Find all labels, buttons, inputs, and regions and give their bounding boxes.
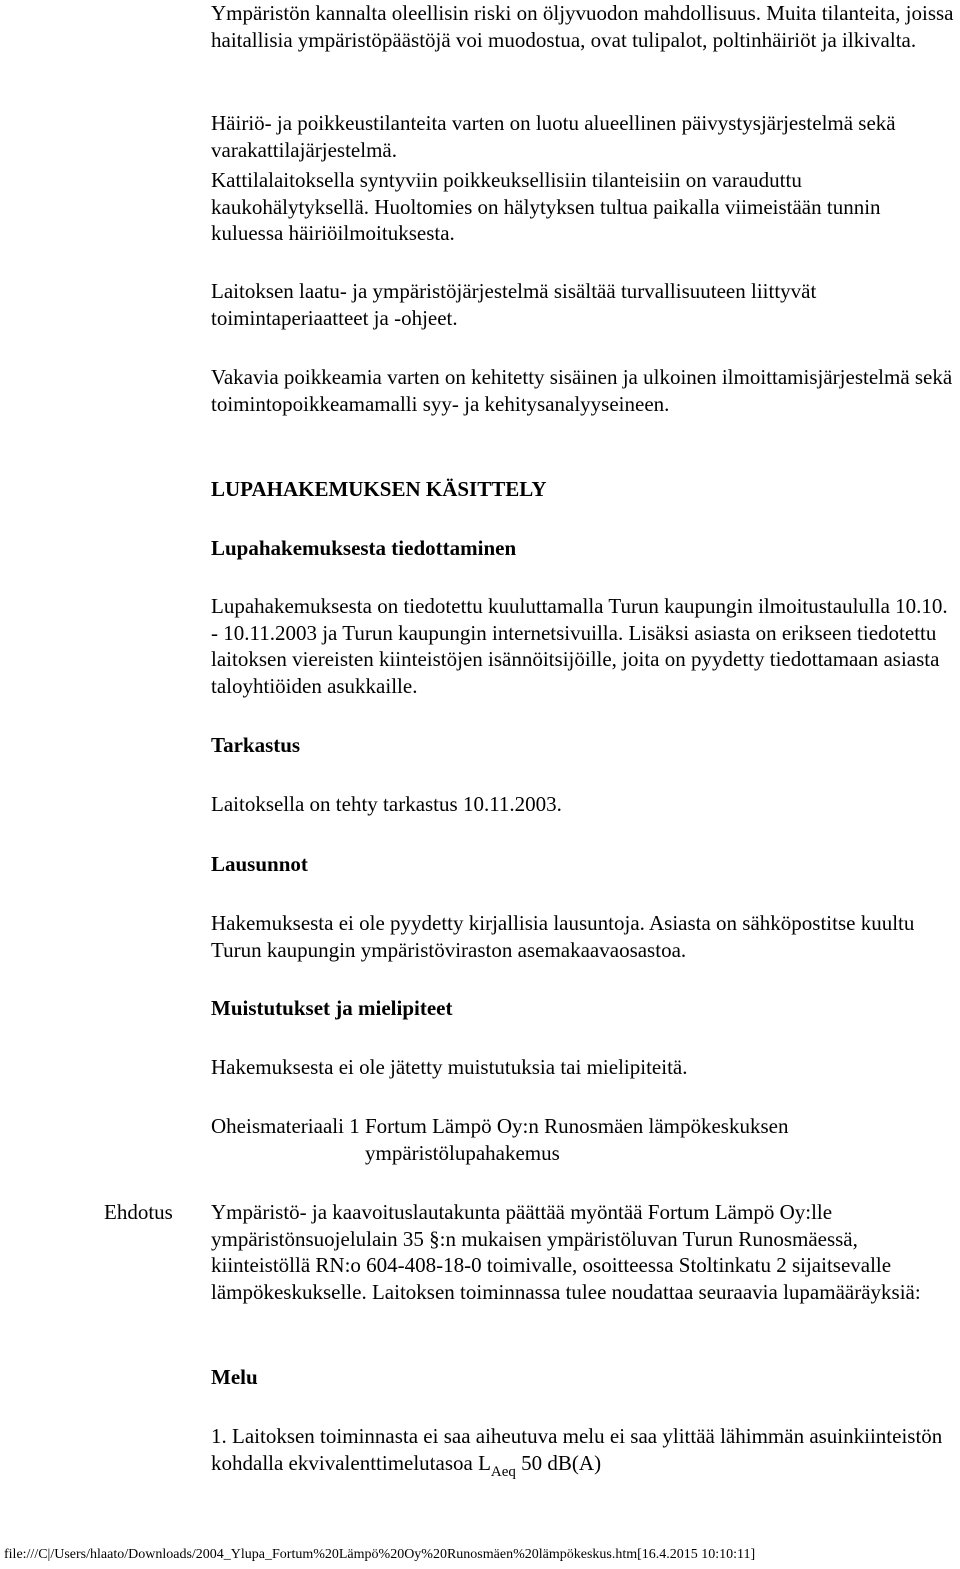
risk-paragraph-oil-spill: Ympäristön kannalta oleellisin riski on öljyvuodon mahdollisuus. Muita tilanteita, joissa haitallisia ympäristöpäästöjä voi muodostua, ovat tulipalot, poltinhäiriöt ja ilkivalta.	[211, 1, 954, 52]
objections-paragraph: Hakemuksesta ei ole jätetty muistutuksia tai mielipiteitä.	[211, 1055, 688, 1079]
attachment-row	[211, 1113, 956, 1169]
subheading-inspection: Tarkastus	[211, 733, 301, 757]
noise-condition-text: 1. Laitoksen toiminnasta ei saa aiheutuva melu ei saa ylittää lähimmän asuinkiinteistön kohdalla ekvivalenttimelutasoa L	[211, 1424, 943, 1475]
risk-paragraph-remote-alarm: Kattilalaitoksella syntyviin poikkeuksellisiin tilanteisiin on varauduttu kaukohälytyksellä. Huoltomies on hälytyksen tultua paikalla viimeistään tunnin kuluessa häiriöilmoituksesta.	[211, 168, 881, 245]
attachment-label: Oheismateriaali 1	[211, 1114, 360, 1138]
notification-paragraph: Lupahakemuksesta on tiedotettu kuuluttamalla Turun kaupungin ilmoitustaululla 10.10. - 10.11.2003 ja Turun kaupungin internetsivuilla. Lisäksi asiasta on erikseen tiedotettu laitoksen viereisten kiinteistöjen isännöitsijöille, joita on pyydetty tiedottamaan asiasta taloyhtiöiden asukkaille.	[211, 594, 948, 698]
noise-condition-limit: 50 dB(A)	[515, 1450, 602, 1475]
noise-condition-paragraph	[211, 1423, 956, 1480]
attachment-description: Fortum Lämpö Oy:n Runosmäen lämpökeskuksen ympäristölupahakemus	[365, 1114, 789, 1165]
statements-paragraph: Hakemuksesta ei ole pyydetty kirjallisia lausuntoja. Asiasta on sähköpostitse kuultu Turun kaupungin ympäristöviraston asemakaavaosastoa.	[211, 911, 915, 962]
risk-paragraph-reporting-system: Vakavia poikkeamia varten on kehitetty sisäinen ja ulkoinen ilmoittamisjärjestelmä sekä toimintopoikkeamamalli syy- ja kehitysanalyyseineen.	[211, 365, 953, 416]
section-heading-permit-processing: LUPAHAKEMUKSEN KÄSITTELY	[211, 477, 547, 501]
noise-condition-subscript: Aeq	[490, 1463, 516, 1480]
footer-file-path: file:///C|/Users/hlaato/Downloads/2004_Ylupa_Fortum%20Lämpö%20Oy%20Runosmäen%20lämpökeskus.htm[16.4.2015 10:10:11]	[4, 1547, 756, 1562]
subheading-objections: Muistutukset ja mielipiteet	[211, 996, 453, 1020]
risk-paragraph-duty-system: Häiriö- ja poikkeustilanteita varten on luotu alueellinen päivystysjärjestelmä sekä varakattilajärjestelmä.	[211, 111, 896, 162]
proposal-paragraph: Ympäristö- ja kaavoituslautakunta päättää myöntää Fortum Lämpö Oy:lle ympäristönsuojelulain 35 §:n mukaisen ympäristöluvan Turun Runosmäessä, kiinteistöllä RN:o 604-408-18-0 toimivalle, osoitteessa Stoltinkatu 2 sijaitsevalle lämpökeskukselle. Laitoksen toiminnassa tulee noudattaa seuraavia lupamääräyksiä:	[211, 1200, 921, 1304]
inspection-paragraph: Laitoksella on tehty tarkastus 10.11.2003.	[211, 792, 562, 816]
proposal-label: Ehdotus	[104, 1200, 173, 1224]
risk-paragraph-quality-system: Laitoksen laatu- ja ympäristöjärjestelmä sisältää turvallisuuteen liittyvät toimintaperiaatteet ja -ohjeet.	[211, 279, 817, 330]
subheading-notification: Lupahakemuksesta tiedottaminen	[211, 536, 517, 560]
subheading-noise: Melu	[211, 1365, 258, 1389]
subheading-statements: Lausunnot	[211, 852, 308, 876]
